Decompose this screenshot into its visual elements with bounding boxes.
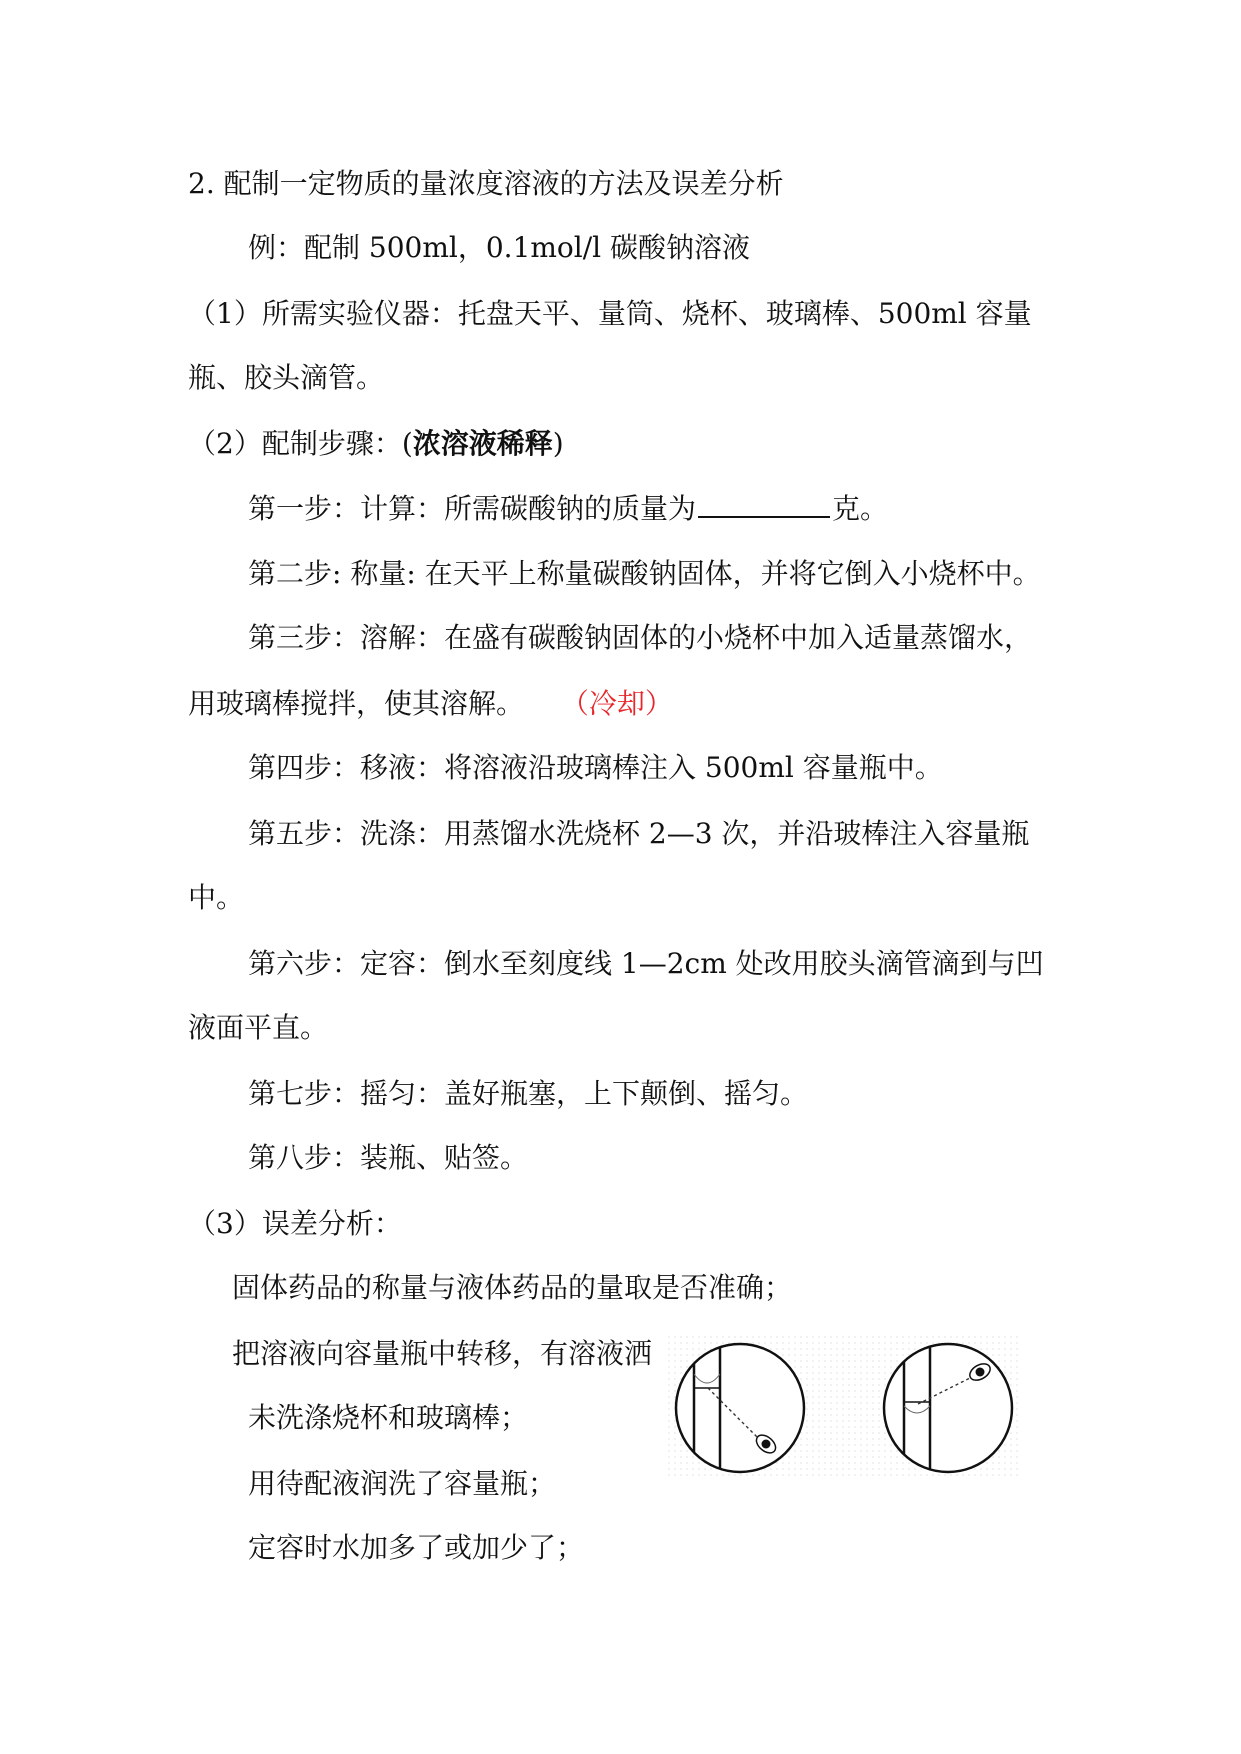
error-item-3: 未洗涤烧杯和玻璃棒； <box>248 1401 529 1434</box>
section2-label: （2）配制步骤：( <box>188 427 413 460</box>
step6-line1: 第六步：定容：倒水至刻度线 1—2cm 处改用胶头滴管滴到与凹 <box>248 947 1044 980</box>
step3-line1: 第三步：溶解：在盛有碳酸钠固体的小烧杯中加入适量蒸馏水， <box>248 621 1033 654</box>
error-item-2: 把溶液向容量瓶中转移，有溶液洒 <box>232 1337 653 1370</box>
error-item-4: 用待配液润洗了容量瓶； <box>248 1467 557 1500</box>
step3-text: 用玻璃棒搅拌，使其溶解。 <box>188 687 525 720</box>
section2-close: ) <box>552 427 564 460</box>
step7: 第七步：摇匀：盖好瓶塞，上下颠倒、摇匀。 <box>248 1077 809 1110</box>
section2-bold: 浓溶液稀释 <box>412 427 553 460</box>
step2: 第二步: 称量: 在天平上称量碳酸钠固体，并将它倒入小烧杯中。 <box>248 557 1041 590</box>
step1 <box>248 490 888 527</box>
step5-line2: 中。 <box>188 881 245 914</box>
heading: 2. 配制一定物质的量浓度溶液的方法及误差分析 <box>188 167 784 200</box>
step1-unit: 克。 <box>832 492 889 525</box>
cooling-note: （冷却） <box>560 687 673 720</box>
section3-heading: （3）误差分析： <box>188 1207 402 1240</box>
example-line: 例：配制 500ml，0.1mol/l 碳酸钠溶液 <box>248 231 751 264</box>
step3-line2 <box>188 686 673 722</box>
step5-line1: 第五步：洗涤：用蒸馏水洗烧杯 2—3 次，并沿玻棒注入容量瓶 <box>248 817 1030 850</box>
section2-heading <box>188 426 564 462</box>
section1-line1: （1）所需实验仪器：托盘天平、量筒、烧杯、玻璃棒、500ml 容量 <box>188 297 1032 330</box>
step6-line2: 液面平直。 <box>188 1011 329 1044</box>
meniscus-reading-figure <box>668 1336 1020 1480</box>
error-item-5: 定容时水加多了或加少了； <box>248 1531 585 1564</box>
error-item-1: 固体药品的称量与液体药品的量取是否准确； <box>232 1271 793 1304</box>
step8: 第八步：装瓶、贴签。 <box>248 1141 529 1174</box>
section1-line2: 瓶、胶头滴管。 <box>188 361 385 394</box>
step4: 第四步：移液：将溶液沿玻璃棒注入 500ml 容量瓶中。 <box>248 751 943 784</box>
step1-text: 第一步：计算：所需碳酸钠的质量为 <box>248 492 697 525</box>
answer-blank <box>698 490 830 518</box>
